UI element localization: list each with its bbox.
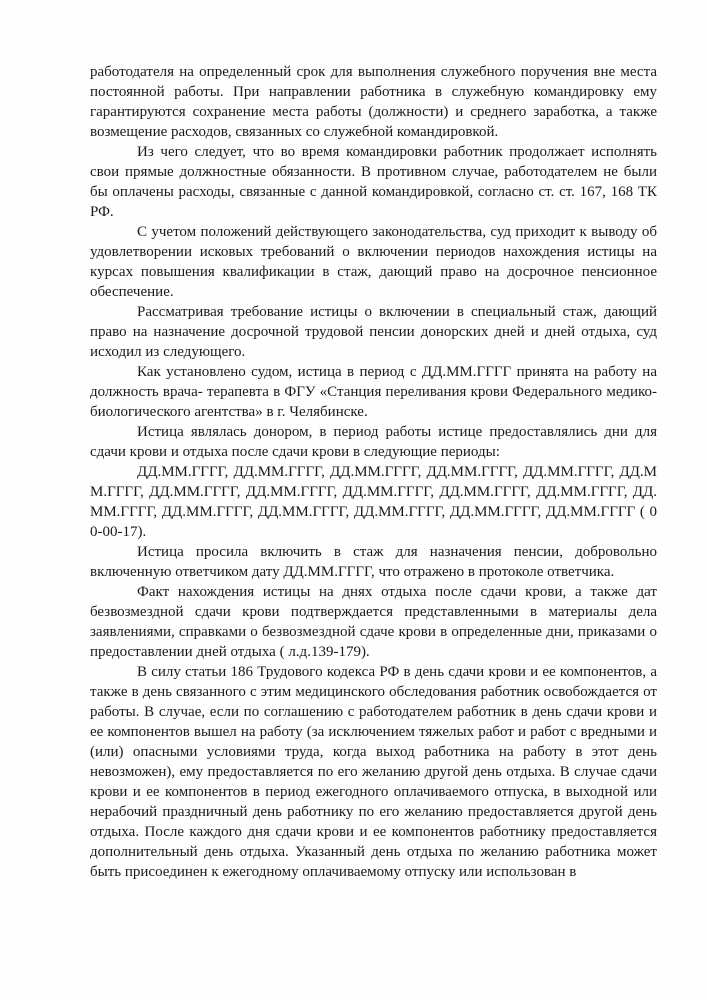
paragraph-donor-dates: ДД.ММ.ГГГГ, ДД.ММ.ГГГГ, ДД.ММ.ГГГГ, ДД.ММ.ГГГГ, ДД.ММ.ГГГГ, ДД.ММ.ГГГГ, ДД.ММ.ГГГГ, ДД.ММ.ГГГГ, ДД.ММ.ГГГГ, ДД.ММ.ГГГГ, ДД.ММ.ГГГГ, ДД.ММ.ГГГГ, ДД.ММ.ГГГГ, ДД.ММ.ГГГГ, ДД.ММ.ГГГГ, ДД.ММ.ГГГГ, ДД.ММ.ГГГГ ( 00-00-17).	[90, 464, 657, 540]
paragraph: В силу статьи 186 Трудового кодекса РФ в день сдачи крови и ее компонентов, а также в день связанного с этим медицинского обследования работник освобождается от работы. В случае, если по соглашению с работодателем работник в день сдачи крови и ее компонентов вышел на работу (за исключением тяжелых работ и работ с вредными и (или) опасными условиями труда, когда выход работника на работу в этот день невозможен), ему предоставляется по его желанию другой день отдыха. В случае сдачи крови и ее компонентов в период ежегодного оплачиваемого отпуска, в выходной или нерабочий праздничный день работнику по его желанию предоставляется другой день отдыха. После каждого дня сдачи крови и ее компонентов работнику предоставляется дополнительный день отдыха. Указанный день отдыха по желанию работника может быть присоединен к ежегодному оплачиваемому отпуску или использован в	[90, 664, 657, 880]
paragraph: Факт нахождения истицы на днях отдыха после сдачи крови, а также дат безвозмездной сдачи крови подтверждается представленными в материалы дела заявлениями, справками о безвозмездной сдаче крови в определенные дни, приказами о предоставлении дней отдыха ( л.д.139-179).	[90, 584, 657, 660]
paragraph: Рассматривая требование истицы о включении в специальный стаж, дающий право на назначение досрочной трудовой пенсии донорских дней и дней отдыха, суд исходил из следующего.	[90, 304, 657, 360]
paragraph: Из чего следует, что во время командировки работник продолжает исполнять свои прямые должностные обязанности. В противном случае, работодателем не были бы оплачены расходы, связанные с данной командировкой, согласно ст. ст. 167, 168 ТК РФ.	[90, 144, 657, 220]
paragraph-continuation: работодателя на определенный срок для выполнения служебного поручения вне места постоянной работы. При направлении работника в служебную командировку ему гарантируются сохранение места работы (должности) и среднего заработка, а также возмещение расходов, связанных со служебной командировкой.	[90, 64, 657, 140]
paragraph: Истица просила включить в стаж для назначения пенсии, добровольно включенную ответчиком дату ДД.ММ.ГГГГ, что отражено в протоколе ответчика.	[90, 544, 657, 580]
document-text-block	[90, 62, 657, 882]
paragraph: С учетом положений действующего законодательства, суд приходит к выводу об удовлетворении исковых требований о включении периодов нахождения истицы на курсах повышения квалификации в стаж, дающий право на досрочное пенсионное обеспечение.	[90, 224, 657, 300]
paragraph: Как установлено судом, истица в период с ДД.ММ.ГГГГ принята на работу на должность врача- терапевта в ФГУ «Станция переливания крови Федерального медико- биологического агентства» в г. Челябинске.	[90, 364, 657, 420]
paragraph: Истица являлась донором, в период работы истице предоставлялись дни для сдачи крови и отдыха после сдачи крови в следующие периоды:	[90, 424, 657, 460]
